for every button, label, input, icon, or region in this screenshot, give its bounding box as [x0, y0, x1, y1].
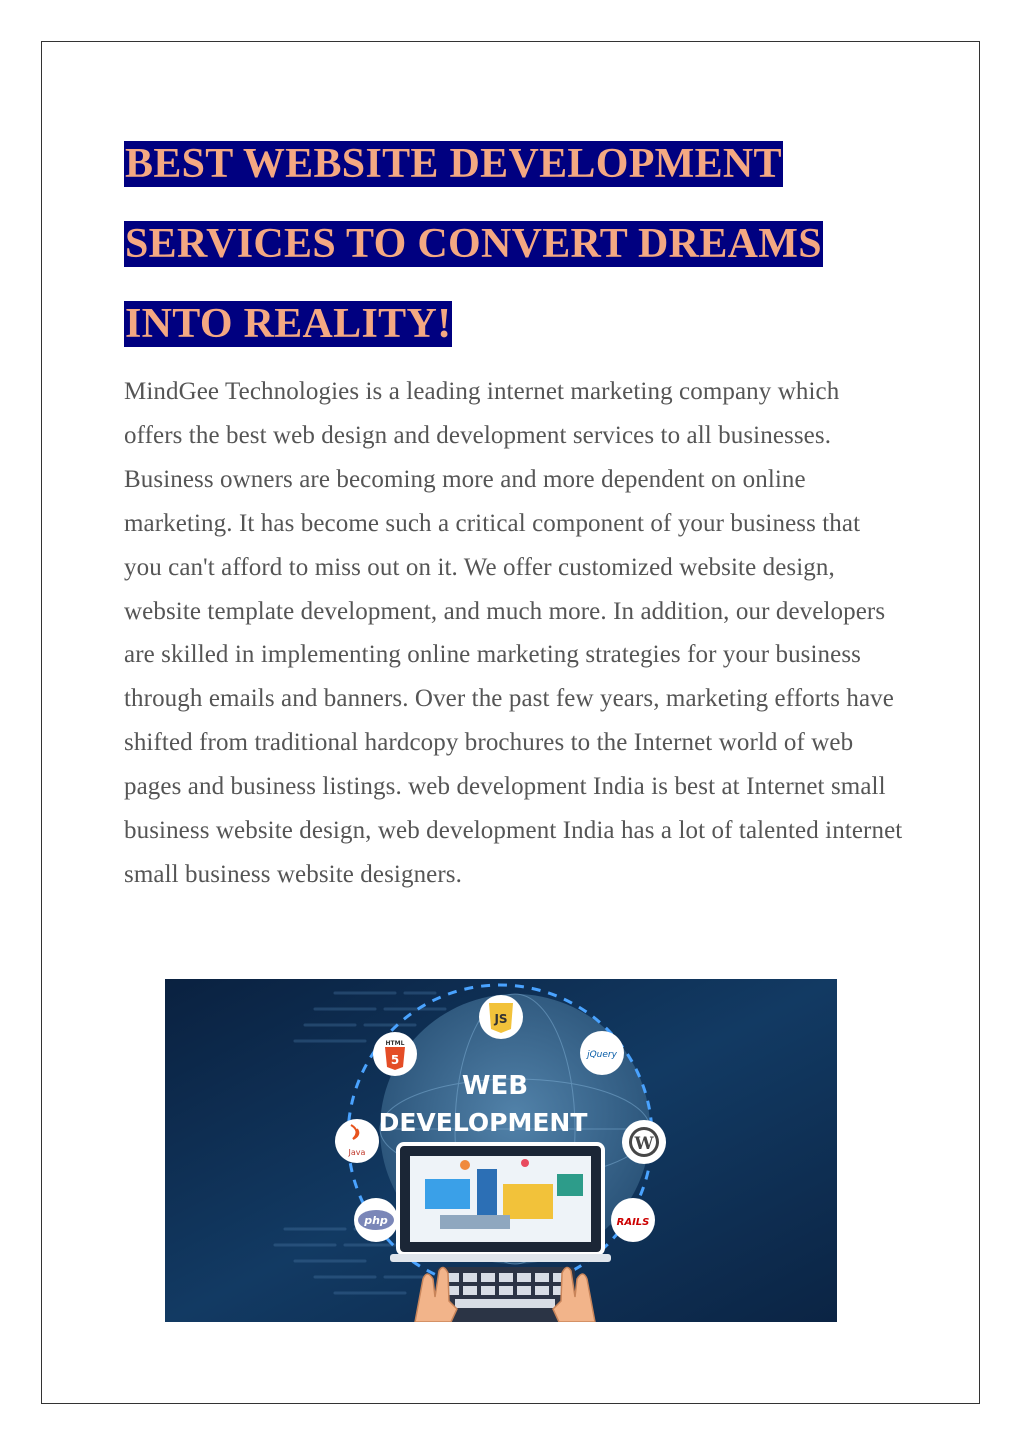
keyboard-icon: [437, 1267, 575, 1322]
rails-icon: [611, 1198, 655, 1242]
body-paragraph: MindGee Technologies is a leading internet marketing company which offers the best web design and development services to all businesses. Business owners are becoming more and more dependent on online marketing. It has become such a critical component of your business that you can't afford to miss out on it. We offer customized website design, website template development, and much more. In addition, our developers are skilled in implementing online marketing strategies for your business through emails and banners. Over the past few years, marketing efforts have shifted from traditional hardcopy brochures to the Internet world of web pages and business listings. web development India is best at Internet small business website design, web development India has a lot of talented internet small business website designers.: [124, 378, 903, 888]
svg-text:5: 5: [390, 1053, 400, 1067]
php-icon: [354, 1198, 398, 1242]
page-frame: [41, 41, 980, 1404]
java-icon: [335, 1119, 379, 1163]
laptop-icon: [390, 1144, 611, 1262]
svg-text:Java: Java: [348, 1148, 366, 1157]
js-icon: [479, 995, 523, 1039]
svg-text:W: W: [634, 1134, 654, 1154]
hero-image-web-development: [165, 979, 837, 1322]
hero-title-development: DEVELOPMENT: [378, 1108, 588, 1137]
page-heading: [124, 124, 884, 364]
html5-icon: [373, 1032, 417, 1076]
svg-text:jQuery: jQuery: [587, 1050, 617, 1060]
svg-text:HTML: HTML: [385, 1040, 405, 1047]
heading-line-2: SERVICES TO CONVERT DREAMS: [125, 221, 822, 267]
wordpress-icon: [622, 1120, 666, 1164]
svg-text:RAILS: RAILS: [616, 1217, 650, 1228]
svg-text:php: php: [364, 1214, 388, 1227]
svg-text:JS: JS: [494, 1012, 508, 1026]
heading-line-1: BEST WEBSITE DEVELOPMENT: [125, 141, 782, 187]
hero-title-web: WEB: [461, 1071, 529, 1101]
heading-line-3: INTO REALITY!: [125, 301, 452, 347]
jquery-icon: [580, 1031, 624, 1075]
